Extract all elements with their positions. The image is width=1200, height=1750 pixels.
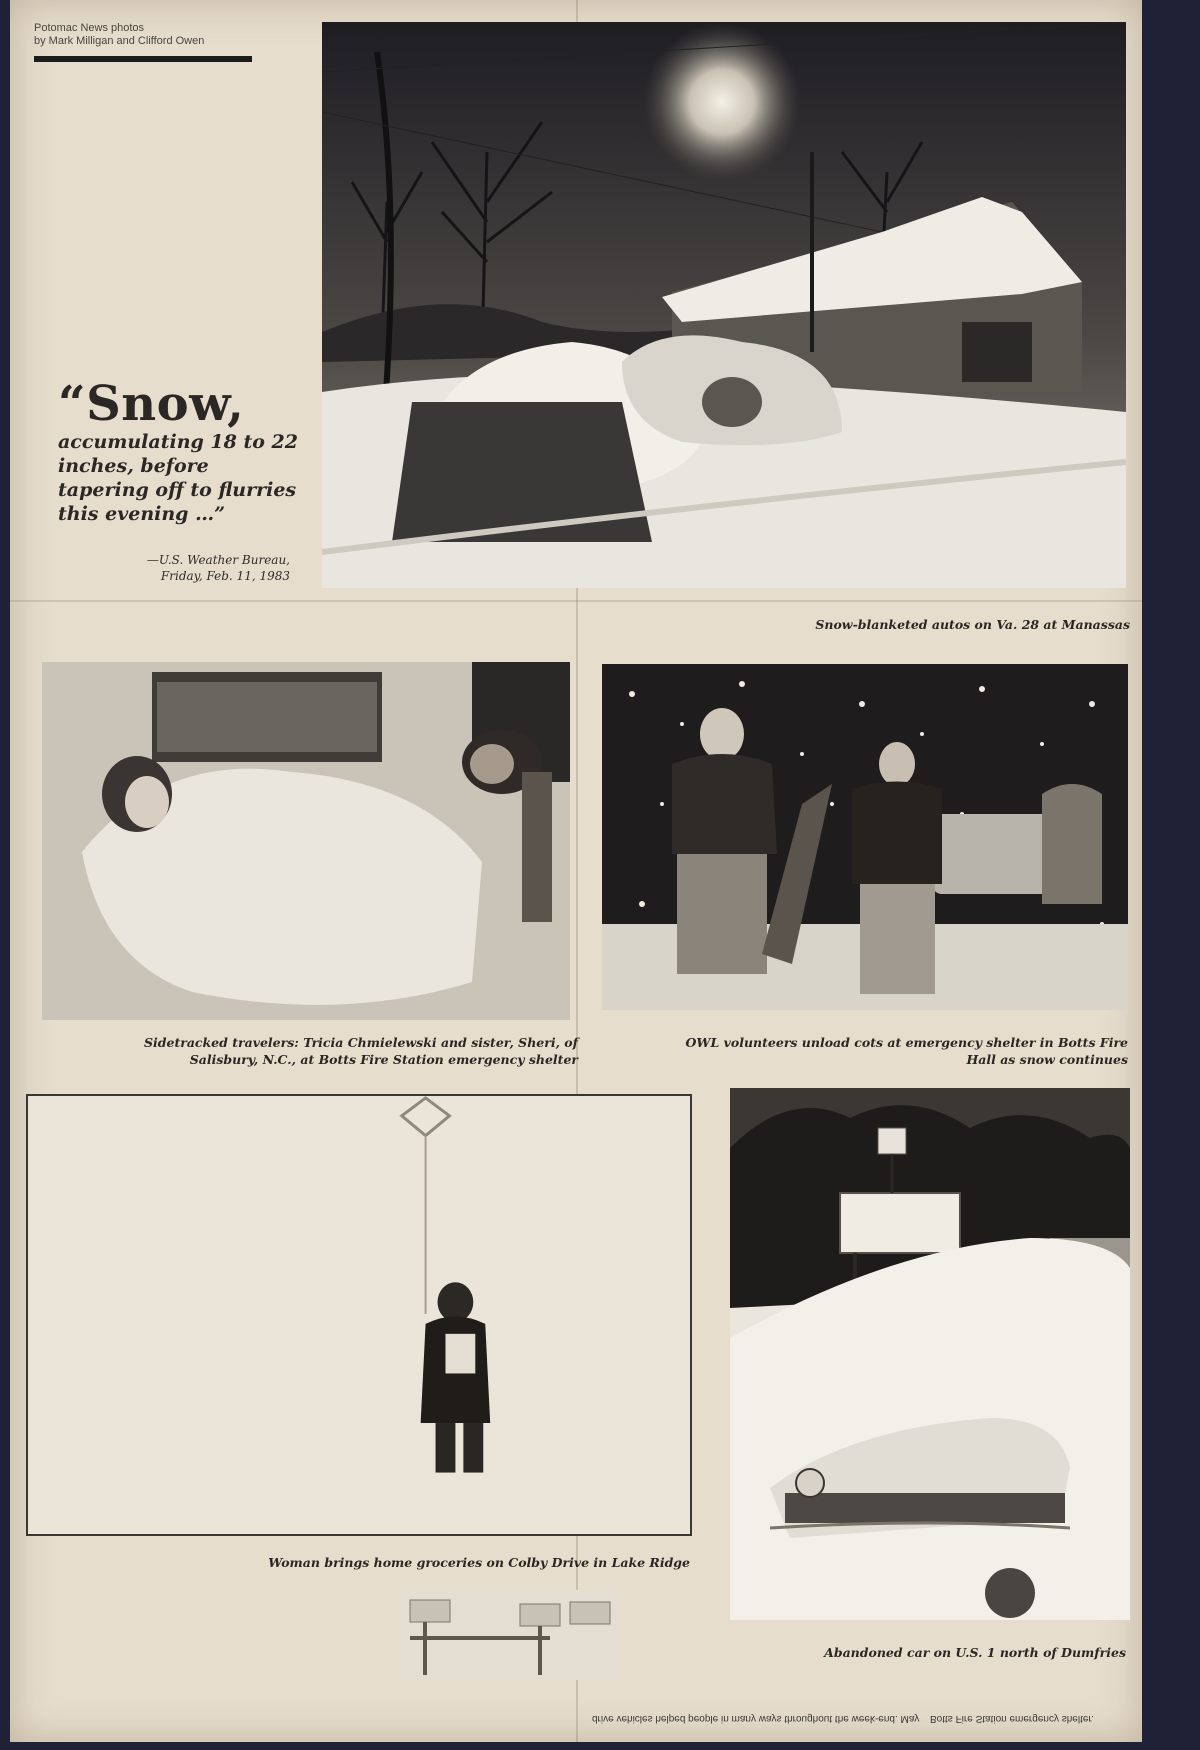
attribution-line2: Friday, Feb. 11, 1983 <box>160 569 290 583</box>
caption-snow-autos: Snow-blanketed autos on Va. 28 at Manassas <box>815 617 1130 632</box>
fold-line-horizontal <box>10 600 1142 602</box>
photo-abandoned-car <box>730 1088 1130 1620</box>
photo-snow-autos <box>322 22 1126 588</box>
photo-credit-line1: Potomac News photos <box>34 22 145 34</box>
bleed-through-text-right: Botts Fire Station emergency shelter. <box>930 1713 1094 1724</box>
bleed-through-text-left: drive vehicles helped people in many ways throughout the week-end. May <box>592 1713 920 1724</box>
credit-rule <box>34 56 252 62</box>
photo-credit <box>34 22 254 48</box>
weather-quote <box>58 376 298 526</box>
caption-abandoned-car: Abandoned car on U.S. 1 north of Dumfries <box>824 1645 1126 1660</box>
photo-volunteers <box>602 664 1128 1010</box>
caption-groceries: Woman brings home groceries on Colby Drive in Lake Ridge <box>268 1555 690 1570</box>
caption-travelers: Sidetracked travelers: Tricia Chmielewski and sister, Sheri, of Salisbury, N.C., at Botts Fire Station emergency shelter <box>143 1035 578 1067</box>
photo-travelers <box>42 662 570 1020</box>
photo-groceries <box>26 1094 692 1536</box>
newspaper-page <box>10 0 1142 1742</box>
photo-mailboxes <box>400 1590 620 1680</box>
caption-volunteers: OWL volunteers unload cots at emergency shelter in Botts Fire Hall as snow continues <box>685 1035 1128 1067</box>
quote-body: accumulating 18 to 22 inches, before tapering off to flurries this evening …” <box>58 431 298 525</box>
quote-attribution <box>100 552 290 584</box>
quote-headline: “Snow, <box>58 376 245 432</box>
photo-credit-line2: by Mark Milligan and Clifford Owen <box>34 35 205 47</box>
attribution-line1: —U.S. Weather Bureau, <box>146 553 290 567</box>
